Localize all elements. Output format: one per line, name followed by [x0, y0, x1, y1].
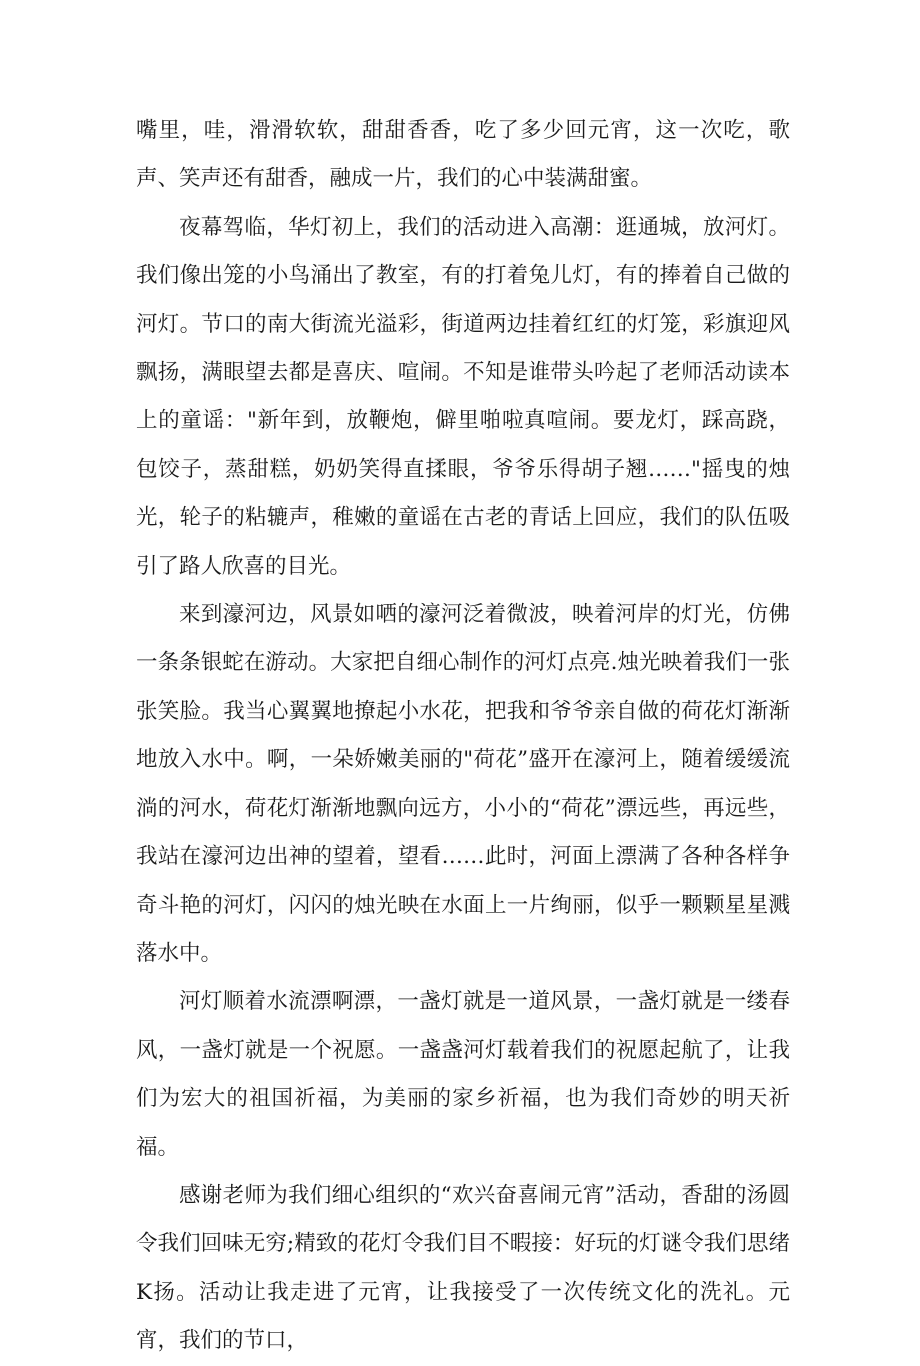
document-body — [136, 107, 790, 1366]
paragraph-river-lamps-wishes: 河灯顺着水流漂啊漂，一盏灯就是一道风景，一盏灯就是一缕春风，一盏灯就是一个祝愿。一盏盏河灯载着我们的祝愿起航了，让我们为宏大的祖国祈福，为美丽的家乡祈福，也为我们奇妙的明天祈福。 — [136, 989, 790, 1160]
paragraph-continuation: 嘴里，哇，滑滑软软，甜甜香香，吃了多少回元宵，这一次吃，歌声、笑声还有甜香，融成一片，我们的心中装满甜蜜。 — [136, 118, 790, 192]
paragraph-thanks-teacher: 感谢老师为我们细心组织的“欢兴奋喜闹元宵”活动，香甜的汤圆令我们回味无穷;精致的花灯令我们目不暇接：好玩的灯谜令我们思绪K扬。活动让我走进了元宵，让我接受了一次传统文化的洗礼。元宵，我们的节口， — [136, 1182, 790, 1354]
paragraph-haohe-river: 来到濠河边，风景如哂的濠河泛着微波，映着河岸的灯光，仿佛一条条银蛇在游动。大家把自细心制作的河灯点亮.烛光映着我们一张张笑脸。我当心翼翼地撩起小水花，把我和爷爷亲自做的荷花灯渐渐地放入水中。啊，一朵娇嫩美丽的"荷花”盛开在濠河上，随着缓缓流淌的河水，荷花灯渐渐地飘向远方，小小的“荷花”漂远些，再远些，我站在濠河边出神的望着，望看……此时，河面上漂满了各种各样争奇斗艳的河灯，闪闪的烛光映在水面上一片绚丽，似乎一颗颗星星溅落水中。 — [136, 602, 790, 966]
paragraph-night-lanterns: 夜幕驾临，华灯初上，我们的活动进入高潮：逛通城，放河灯。我们像出笼的小鸟涌出了教室，有的打着兔儿灯，有的捧着自己做的河灯。节口的南大街流光溢彩，街道两边挂着红红的灯笼，彩旗迎风飘扬，满眼望去都是喜庆、喧闹。不知是谁带头吟起了老师活动读本上的童谣："新年到，放鞭炮，僻里啪啦真喧闹。要龙灯，踩高跷，包饺子，蒸甜糕，奶奶笑得直揉眼，爷爷乐得胡子翘……"摇曳的烛光，轮子的粘辘声，稚嫩的童谣在古老的青话上回应，我们的队伍吸引了路人欣喜的目光。 — [136, 214, 790, 579]
